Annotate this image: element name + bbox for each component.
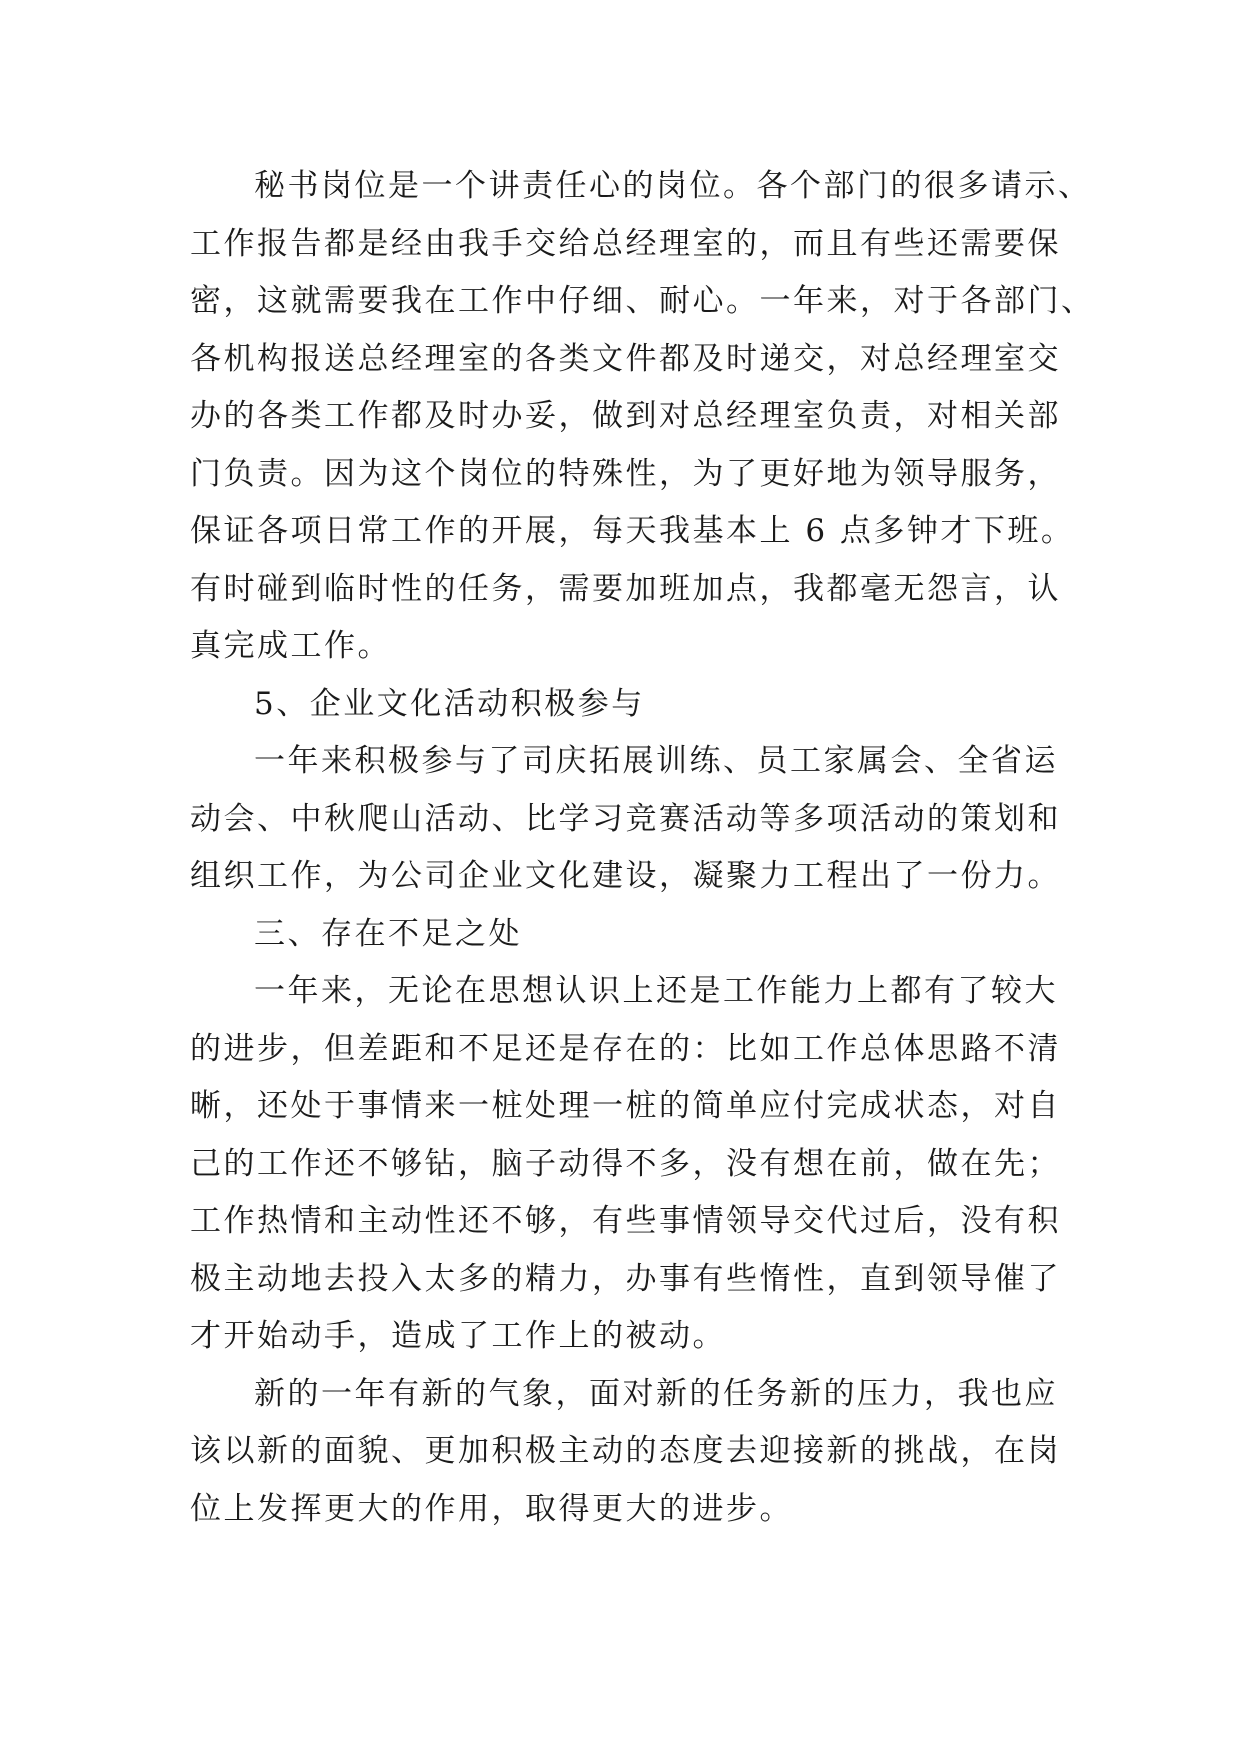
text-line: 晰，还处于事情来一桩处理一桩的简单应付完成状态，对自 [190,1088,1061,1124]
section-heading: 三、存在不足之处 [254,915,522,952]
document-body [190,158,1095,1538]
text-line: 新的一年有新的气象，面对新的任务新的压力，我也应 [254,1375,1058,1412]
text-line: 己的工作还不够钻，脑子动得不多，没有想在前，做在先； [190,1145,1061,1182]
text-line: 一年来积极参与了司庆拓展训练、员工家属会、全省运 [254,743,1058,779]
text-line: 有时碰到临时性的任务，需要加班加点，我都毫无怨言，认 [190,570,1061,607]
text-line: 一年来，无论在思想认识上还是工作能力上都有了较大 [254,973,1058,1009]
text-line: 的进步，但差距和不足还是存在的：比如工作总体思路不清 [190,1030,1061,1067]
text-line: 密，这就需要我在工作中仔细、耐心。一年来，对于各部门、 [190,283,1095,319]
text-line: 动会、中秋爬山活动、比学习竞赛活动等多项活动的策划和 [190,800,1061,837]
text-line: 真完成工作。 [190,628,391,664]
text-line: 各机构报送总经理室的各类文件都及时递交，对总经理室交 [190,340,1061,377]
text-line: 秘书岗位是一个讲责任心的岗位。各个部门的很多请示、 [254,168,1092,204]
text-line: 门负责。因为这个岗位的特殊性，为了更好地为领导服务， [190,455,1061,492]
text-line: 组织工作，为公司企业文化建设，凝聚力工程出了一份力。 [190,858,1061,894]
text-line: 工作热情和主动性还不够，有些事情领导交代过后，没有积 [190,1203,1061,1239]
text-line: 该以新的面貌、更加积极主动的态度去迎接新的挑战，在岗 [190,1433,1061,1469]
section-heading: 5、企业文化活动积极参与 [254,685,645,722]
text-line: 保证各项日常工作的开展，每天我基本上 6 点多钟才下班。 [190,513,1075,549]
text-line: 办的各类工作都及时办妥，做到对总经理室负责，对相关部 [190,398,1061,434]
text-line: 才开始动手，造成了工作上的被动。 [190,1318,726,1354]
text-line: 位上发挥更大的作用，取得更大的进步。 [190,1490,793,1527]
text-line: 工作报告都是经由我手交给总经理室的，而且有些还需要保 [190,225,1061,262]
text-line: 极主动地去投入太多的精力，办事有些惰性，直到领导催了 [190,1260,1061,1297]
